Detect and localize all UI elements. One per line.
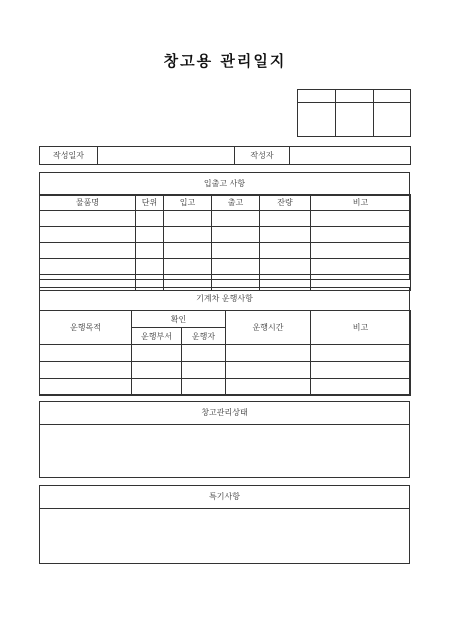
table-row (40, 345, 411, 362)
column-header: 비고 (311, 195, 411, 211)
column-header: 단위 (136, 195, 164, 211)
table-cell[interactable] (164, 227, 212, 243)
approval-box (297, 89, 411, 137)
column-header: 잔량 (260, 195, 311, 211)
table-cell[interactable] (311, 211, 411, 227)
table-cell[interactable] (182, 345, 226, 362)
table-cell[interactable] (182, 362, 226, 379)
table-cell[interactable] (136, 211, 164, 227)
column-header: 운행자 (182, 328, 226, 345)
table-cell[interactable] (226, 379, 311, 396)
equipment-table (39, 310, 411, 396)
table-row (40, 243, 411, 259)
table-cell[interactable] (40, 345, 132, 362)
approval-sign-cell[interactable] (374, 103, 411, 137)
column-header: 출고 (212, 195, 260, 211)
inout-table (39, 194, 411, 291)
table-cell[interactable] (212, 259, 260, 275)
special-section (39, 485, 410, 564)
table-cell[interactable] (136, 259, 164, 275)
column-header: 확인 (132, 311, 226, 328)
table-cell[interactable] (260, 259, 311, 275)
table-cell[interactable] (311, 379, 411, 396)
writer-field[interactable] (290, 147, 411, 165)
table-cell[interactable] (311, 362, 411, 379)
date-field[interactable] (98, 147, 235, 165)
inout-section-title: 입출고 사항 (40, 173, 409, 196)
table-row (40, 379, 411, 396)
table-cell[interactable] (136, 227, 164, 243)
table-cell[interactable] (164, 211, 212, 227)
table-cell[interactable] (226, 345, 311, 362)
approval-sign-cell[interactable] (336, 103, 374, 137)
table-row (40, 211, 411, 227)
table-cell[interactable] (40, 243, 136, 259)
table-cell[interactable] (136, 243, 164, 259)
table-cell[interactable] (311, 259, 411, 275)
table-cell[interactable] (40, 362, 132, 379)
special-section-title: 특기사항 (40, 486, 409, 509)
table-cell[interactable] (226, 362, 311, 379)
column-header: 운행부서 (132, 328, 182, 345)
table-cell[interactable] (212, 243, 260, 259)
column-header: 운행시간 (226, 311, 311, 345)
equipment-section-title: 기계차 운행사항 (40, 288, 409, 311)
table-cell[interactable] (212, 211, 260, 227)
column-header: 물품명 (40, 195, 136, 211)
inout-header-row (40, 195, 411, 211)
column-header: 비고 (311, 311, 411, 345)
writer-row (39, 146, 411, 165)
table-cell[interactable] (40, 227, 136, 243)
table-row (40, 259, 411, 275)
table-row (40, 362, 411, 379)
table-cell[interactable] (260, 243, 311, 259)
equipment-header-row (40, 311, 411, 328)
status-section-title: 창고관리상태 (40, 402, 409, 425)
table-cell[interactable] (164, 259, 212, 275)
table-cell[interactable] (212, 227, 260, 243)
table-row (40, 227, 411, 243)
table-cell[interactable] (260, 227, 311, 243)
status-section (39, 401, 410, 478)
writer-label: 작성자 (235, 147, 290, 165)
table-cell[interactable] (260, 211, 311, 227)
table-cell[interactable] (132, 379, 182, 396)
table-cell[interactable] (311, 227, 411, 243)
column-header: 운행목적 (40, 311, 132, 345)
table-cell[interactable] (132, 345, 182, 362)
special-textarea[interactable] (40, 509, 409, 565)
table-cell[interactable] (40, 259, 136, 275)
approval-header-cell (298, 90, 336, 103)
table-cell[interactable] (182, 379, 226, 396)
table-cell[interactable] (132, 362, 182, 379)
document-title: 창고용 관리일지 (163, 52, 287, 70)
approval-header-cell (374, 90, 411, 103)
approval-sign-cell[interactable] (298, 103, 336, 137)
table-cell[interactable] (40, 379, 132, 396)
approval-header-cell (336, 90, 374, 103)
table-cell[interactable] (40, 211, 136, 227)
table-cell[interactable] (311, 345, 411, 362)
table-cell[interactable] (311, 243, 411, 259)
status-textarea[interactable] (40, 425, 409, 479)
table-cell[interactable] (164, 243, 212, 259)
column-header: 입고 (164, 195, 212, 211)
date-label: 작성일자 (40, 147, 98, 165)
